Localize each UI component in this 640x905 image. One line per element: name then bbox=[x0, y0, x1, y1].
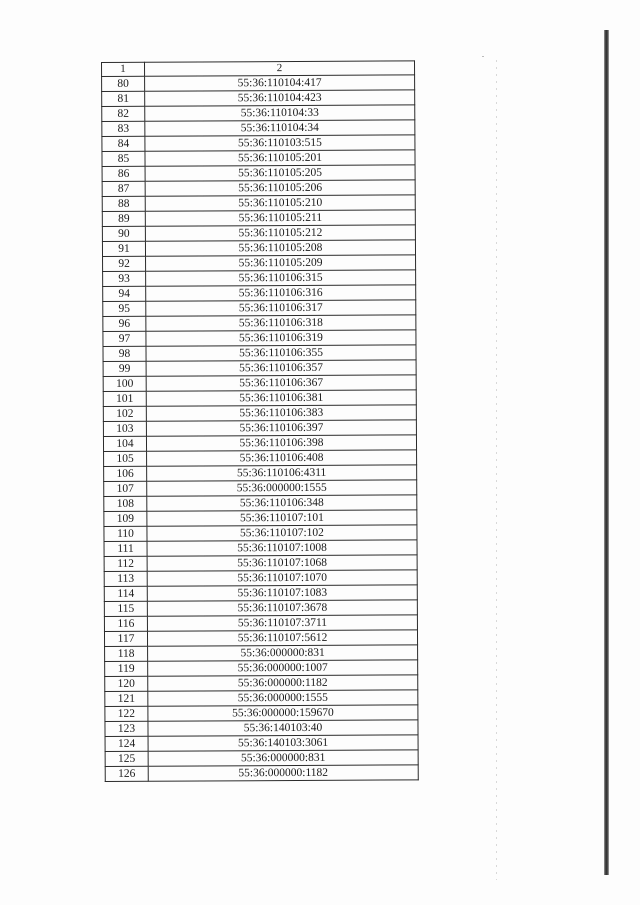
table-row bbox=[104, 510, 417, 527]
row-index-cell: 104 bbox=[103, 436, 146, 451]
row-index-cell: 109 bbox=[104, 511, 147, 526]
table-row bbox=[104, 600, 417, 617]
cadastral-number-cell: 55:36:000000:831 bbox=[148, 750, 418, 766]
cadastral-number-cell: 55:36:110106:316 bbox=[146, 285, 416, 301]
row-index-cell: 115 bbox=[104, 601, 147, 616]
cadastral-number-cell: 55:36:110107:1068 bbox=[147, 555, 417, 571]
table-row bbox=[104, 615, 417, 632]
table-row bbox=[102, 180, 415, 197]
row-index-cell: 99 bbox=[103, 361, 146, 376]
row-index-cell: 88 bbox=[102, 196, 145, 211]
cadastral-number-cell: 55:36:000000:831 bbox=[148, 645, 418, 661]
scan-page-edge bbox=[604, 30, 609, 875]
cadastral-number-cell: 55:36:110106:318 bbox=[146, 315, 416, 331]
row-index-cell: 84 bbox=[102, 136, 145, 151]
cadastral-number-cell: 55:36:110107:102 bbox=[147, 525, 417, 541]
row-index-cell: 96 bbox=[103, 316, 146, 331]
table-row bbox=[105, 735, 418, 752]
row-index-cell: 100 bbox=[103, 376, 146, 391]
row-index-cell: 110 bbox=[104, 526, 147, 541]
cadastral-number-cell: 55:36:110106:398 bbox=[146, 435, 416, 451]
cadastral-number-cell: 55:36:110105:206 bbox=[145, 180, 415, 196]
row-index-cell: 101 bbox=[103, 391, 146, 406]
table-row bbox=[105, 750, 418, 767]
cadastral-number-cell: 55:36:110105:211 bbox=[145, 210, 415, 226]
row-index-cell: 121 bbox=[105, 691, 148, 706]
cadastral-number-cell: 55:36:110106:383 bbox=[146, 405, 416, 421]
cadastral-number-cell: 55:36:110104:33 bbox=[145, 105, 415, 121]
cadastral-number-cell: 55:36:110106:355 bbox=[146, 345, 416, 361]
table-row bbox=[104, 585, 417, 602]
table-row bbox=[102, 240, 415, 257]
cadastral-number-cell: 55:36:110106:408 bbox=[147, 450, 417, 466]
row-index-cell: 117 bbox=[104, 631, 147, 646]
cadastral-number-cell: 55:36:110106:357 bbox=[146, 360, 416, 376]
cadastral-number-cell: 55:36:110105:212 bbox=[145, 225, 415, 241]
row-index-cell: 98 bbox=[103, 346, 146, 361]
table-row bbox=[103, 315, 416, 332]
row-index-cell: 94 bbox=[103, 286, 146, 301]
cadastral-number-cell: 55:36:000000:1555 bbox=[147, 480, 417, 496]
cadastral-number-cell: 55:36:110105:209 bbox=[146, 255, 416, 271]
cadastral-number-cell: 55:36:000000:1007 bbox=[148, 660, 418, 676]
cadastral-number-cell: 55:36:110106:348 bbox=[147, 495, 417, 511]
row-index-cell: 105 bbox=[104, 451, 147, 466]
cadastral-number-cell: 55:36:110107:3678 bbox=[147, 600, 417, 616]
row-index-cell: 93 bbox=[103, 271, 146, 286]
table-row bbox=[105, 645, 418, 662]
cadastral-number-cell: 55:36:110107:1083 bbox=[147, 585, 417, 601]
table-row bbox=[105, 765, 418, 782]
row-index-cell: 111 bbox=[104, 541, 147, 556]
table-row bbox=[103, 345, 416, 362]
table-row bbox=[105, 690, 418, 707]
row-index-cell: 80 bbox=[102, 76, 145, 91]
row-index-cell: 87 bbox=[102, 181, 145, 196]
cadastral-number-cell: 55:36:140103:40 bbox=[148, 720, 418, 736]
cadastral-number-cell: 55:36:110106:381 bbox=[146, 390, 416, 406]
cadastral-number-cell: 55:36:110106:319 bbox=[146, 330, 416, 346]
table-row bbox=[103, 270, 416, 287]
row-index-cell: 82 bbox=[102, 106, 145, 121]
table-row bbox=[103, 285, 416, 302]
cadastral-number-cell: 55:36:110104:423 bbox=[145, 90, 415, 106]
row-index-cell: 91 bbox=[102, 241, 145, 256]
row-index-cell: 116 bbox=[104, 616, 147, 631]
cadastral-number-cell: 55:36:000000:1182 bbox=[148, 765, 418, 781]
row-index-cell: 126 bbox=[105, 766, 148, 781]
row-index-cell: 119 bbox=[105, 661, 148, 676]
row-index-cell: 89 bbox=[102, 211, 145, 226]
table-row bbox=[104, 480, 417, 497]
table-row bbox=[102, 165, 415, 182]
cadastral-number-cell: 55:36:110107:3711 bbox=[147, 615, 417, 631]
row-index-cell: 108 bbox=[104, 496, 147, 511]
table-row bbox=[103, 330, 416, 347]
row-index-cell: 107 bbox=[104, 481, 147, 496]
cadastral-number-cell: 55:36:110104:417 bbox=[145, 75, 415, 91]
header-cell-number: 2 bbox=[145, 61, 415, 76]
row-index-cell: 123 bbox=[105, 721, 148, 736]
table-row bbox=[104, 555, 417, 572]
table-row bbox=[105, 720, 418, 737]
cadastral-number-cell: 55:36:140103:3061 bbox=[148, 735, 418, 751]
scan-fold-line bbox=[496, 60, 497, 880]
cadastral-number-cell: 55:36:110106:315 bbox=[146, 270, 416, 286]
row-index-cell: 92 bbox=[103, 256, 146, 271]
table-row bbox=[103, 390, 416, 407]
cadastral-number-cell: 55:36:110105:208 bbox=[145, 240, 415, 256]
table-row bbox=[102, 210, 415, 227]
row-index-cell: 118 bbox=[105, 646, 148, 661]
table-row bbox=[103, 360, 416, 377]
table-row bbox=[104, 495, 417, 512]
table-row bbox=[104, 465, 417, 482]
table-row bbox=[102, 135, 415, 152]
cadastral-number-cell: 55:36:110105:210 bbox=[145, 195, 415, 211]
cadastral-number-cell: 55:36:110106:367 bbox=[146, 375, 416, 391]
header-cell-index: 1 bbox=[102, 62, 145, 76]
cadastral-number-table bbox=[101, 60, 419, 782]
table-row bbox=[102, 105, 415, 122]
table-row bbox=[102, 75, 415, 92]
row-index-cell: 83 bbox=[102, 121, 145, 136]
table-row bbox=[104, 630, 417, 647]
table-row bbox=[103, 405, 416, 422]
row-index-cell: 106 bbox=[104, 466, 147, 481]
row-index-cell: 103 bbox=[103, 421, 146, 436]
row-index-cell: 81 bbox=[102, 91, 145, 106]
cadastral-number-cell: 55:36:110107:1008 bbox=[147, 540, 417, 556]
row-index-cell: 122 bbox=[105, 706, 148, 721]
cadastral-number-cell: 55:36:000000:159670 bbox=[148, 705, 418, 721]
cadastral-number-cell: 55:36:110106:397 bbox=[146, 420, 416, 436]
table-row bbox=[102, 90, 415, 107]
table-row bbox=[105, 675, 418, 692]
table-row bbox=[105, 705, 418, 722]
table-row bbox=[103, 435, 416, 452]
table-row bbox=[103, 255, 416, 272]
row-index-cell: 114 bbox=[104, 586, 147, 601]
row-index-cell: 124 bbox=[105, 736, 148, 751]
row-index-cell: 97 bbox=[103, 331, 146, 346]
table-row bbox=[102, 195, 415, 212]
table-row bbox=[105, 660, 418, 677]
row-index-cell: 85 bbox=[102, 151, 145, 166]
row-index-cell: 113 bbox=[104, 571, 147, 586]
table-row bbox=[104, 540, 417, 557]
cadastral-number-cell: 55:36:110106:4311 bbox=[147, 465, 417, 481]
row-index-cell: 112 bbox=[104, 556, 147, 571]
row-index-cell: 102 bbox=[103, 406, 146, 421]
table-row bbox=[104, 450, 417, 467]
table-row bbox=[104, 525, 417, 542]
cadastral-number-cell: 55:36:110105:201 bbox=[145, 150, 415, 166]
cadastral-number-cell: 55:36:000000:1182 bbox=[148, 675, 418, 691]
table-row bbox=[104, 570, 417, 587]
table-row bbox=[102, 120, 415, 137]
cadastral-number-cell: 55:36:110105:205 bbox=[145, 165, 415, 181]
table-row bbox=[103, 300, 416, 317]
cadastral-number-cell: 55:36:110107:1070 bbox=[147, 570, 417, 586]
cadastral-number-cell: 55:36:110107:101 bbox=[147, 510, 417, 526]
cadastral-number-cell: 55:36:110103:515 bbox=[145, 135, 415, 151]
table-row bbox=[103, 375, 416, 392]
cadastral-number-cell: 55:36:110106:317 bbox=[146, 300, 416, 316]
table-row bbox=[102, 225, 415, 242]
row-index-cell: 120 bbox=[105, 676, 148, 691]
cadastral-number-cell: 55:36:000000:1555 bbox=[148, 690, 418, 706]
row-index-cell: 125 bbox=[105, 751, 148, 766]
cadastral-number-cell: 55:36:110107:5612 bbox=[147, 630, 417, 646]
table-body bbox=[102, 61, 419, 782]
row-index-cell: 86 bbox=[102, 166, 145, 181]
row-index-cell: 95 bbox=[103, 301, 146, 316]
cadastral-number-cell: 55:36:110104:34 bbox=[145, 120, 415, 136]
row-index-cell: 90 bbox=[102, 226, 145, 241]
table-row bbox=[103, 420, 416, 437]
scan-speck bbox=[482, 56, 484, 57]
table-row bbox=[102, 150, 415, 167]
